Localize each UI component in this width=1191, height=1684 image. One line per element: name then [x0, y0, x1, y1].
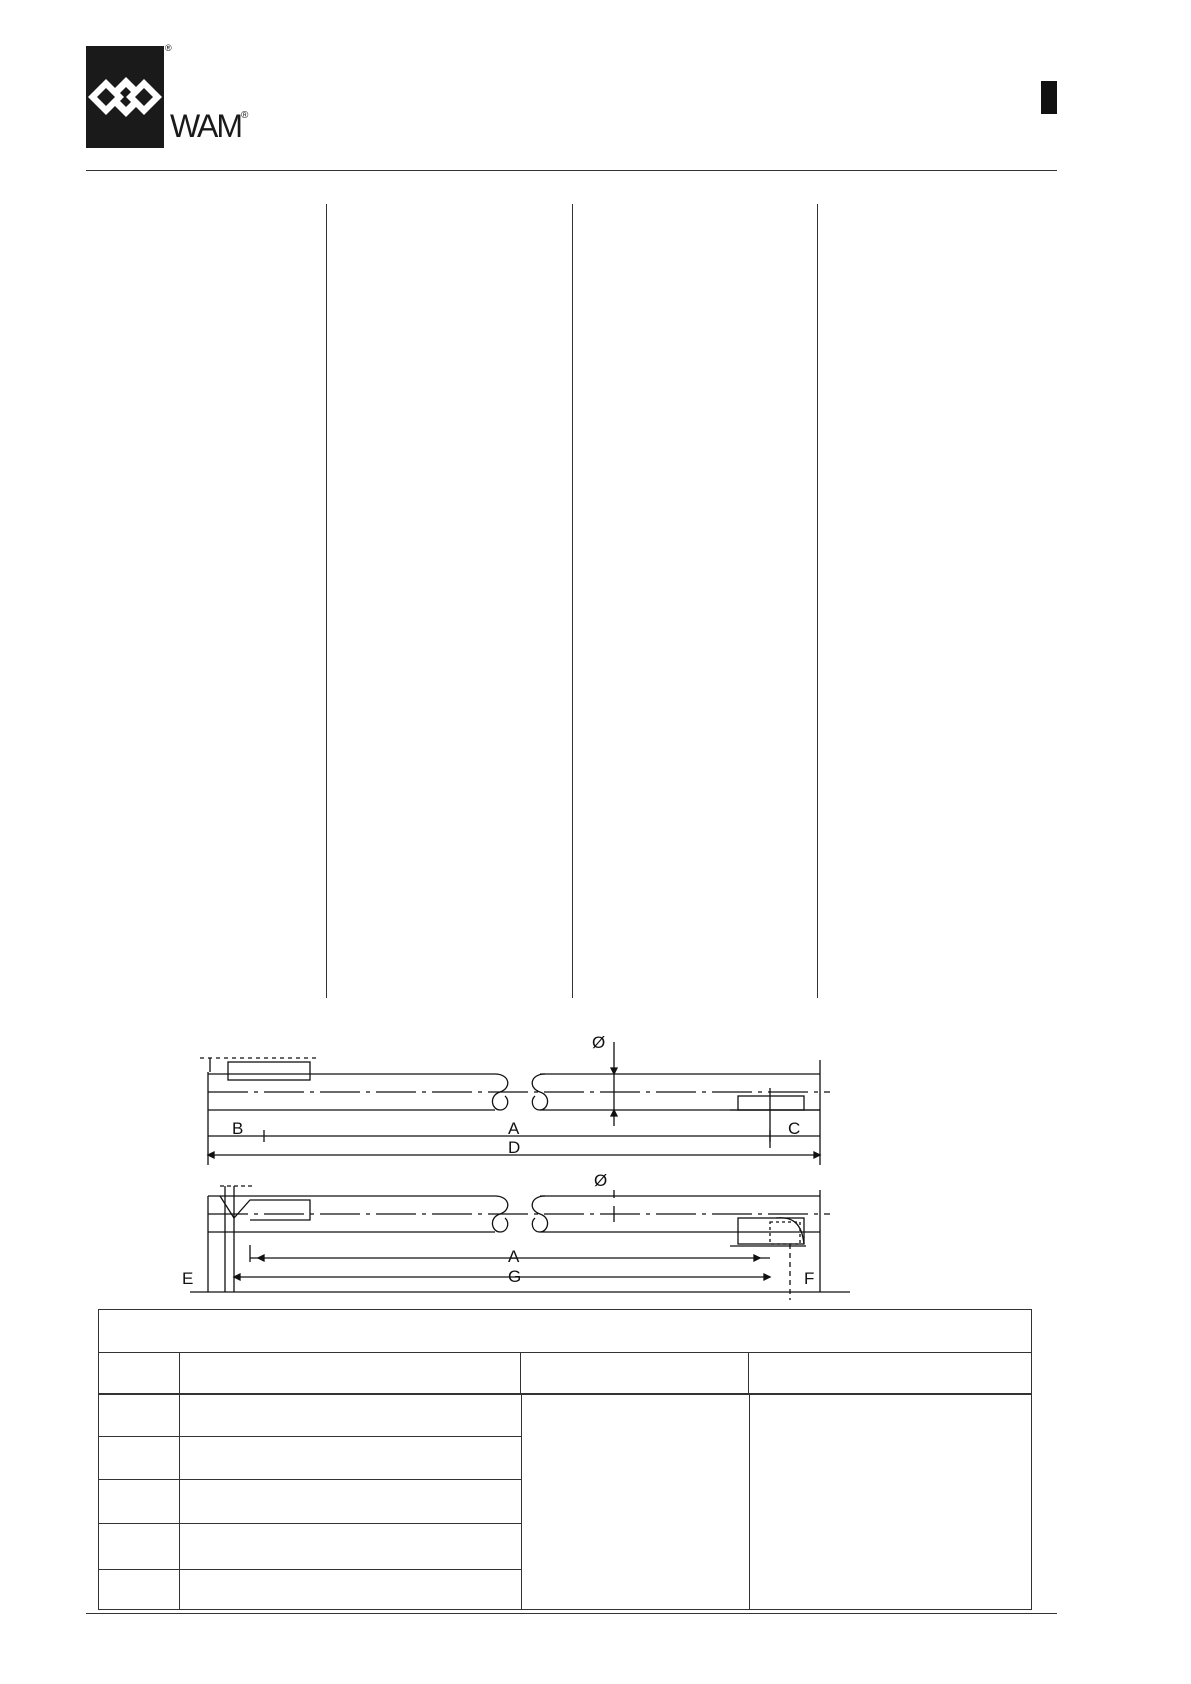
bottom-view-diameter-label: Ø: [594, 1171, 608, 1190]
brand-name: [170, 108, 248, 145]
table-row: [99, 1480, 521, 1524]
spec-table: [98, 1309, 1032, 1610]
column-divider-2: [572, 204, 573, 998]
table-row: [99, 1524, 521, 1570]
footer-divider: [86, 1613, 1057, 1614]
logo-registered-mark: ®: [165, 43, 172, 53]
bottom-view-label-a: A: [508, 1247, 520, 1266]
top-view-label-b: B: [232, 1119, 244, 1138]
table-cell: [99, 1480, 180, 1523]
table-cell: [99, 1524, 180, 1569]
brand-registered-mark: ®: [241, 110, 249, 121]
header-divider: [86, 170, 1057, 171]
spec-table-column-divider: [749, 1395, 750, 1610]
logo-mark: [86, 46, 164, 148]
spec-table-title-row: [99, 1310, 1031, 1353]
diamond-logo-icon: [86, 46, 164, 148]
bottom-view-label-e: E: [182, 1269, 194, 1288]
table-cell: [99, 1437, 180, 1479]
table-row: [99, 1570, 521, 1610]
spec-table-header-cell-2: [180, 1353, 521, 1393]
spec-table-column-divider: [521, 1395, 522, 1610]
shaft-technical-drawing: [170, 1030, 850, 1305]
bottom-view-label-g: G: [508, 1267, 522, 1286]
page-tab-marker: [1041, 81, 1057, 114]
table-row: [99, 1437, 521, 1480]
column-divider-3: [817, 204, 818, 998]
top-view-label-d: D: [508, 1138, 521, 1157]
column-divider-1: [326, 204, 327, 998]
brand-name-text: WAM: [170, 108, 242, 144]
spec-table-header-cell-4: [749, 1353, 1033, 1393]
top-view-label-c: C: [788, 1119, 801, 1138]
table-cell: [99, 1570, 180, 1610]
top-view-diameter-label: Ø: [592, 1033, 606, 1052]
spec-table-header-cell-3: [521, 1353, 749, 1393]
spec-table-header-cell-1: [99, 1353, 180, 1393]
bottom-view-label-f: F: [804, 1269, 815, 1288]
table-cell: [99, 1395, 180, 1436]
table-row: [99, 1395, 521, 1437]
top-view-label-a: A: [508, 1119, 520, 1138]
